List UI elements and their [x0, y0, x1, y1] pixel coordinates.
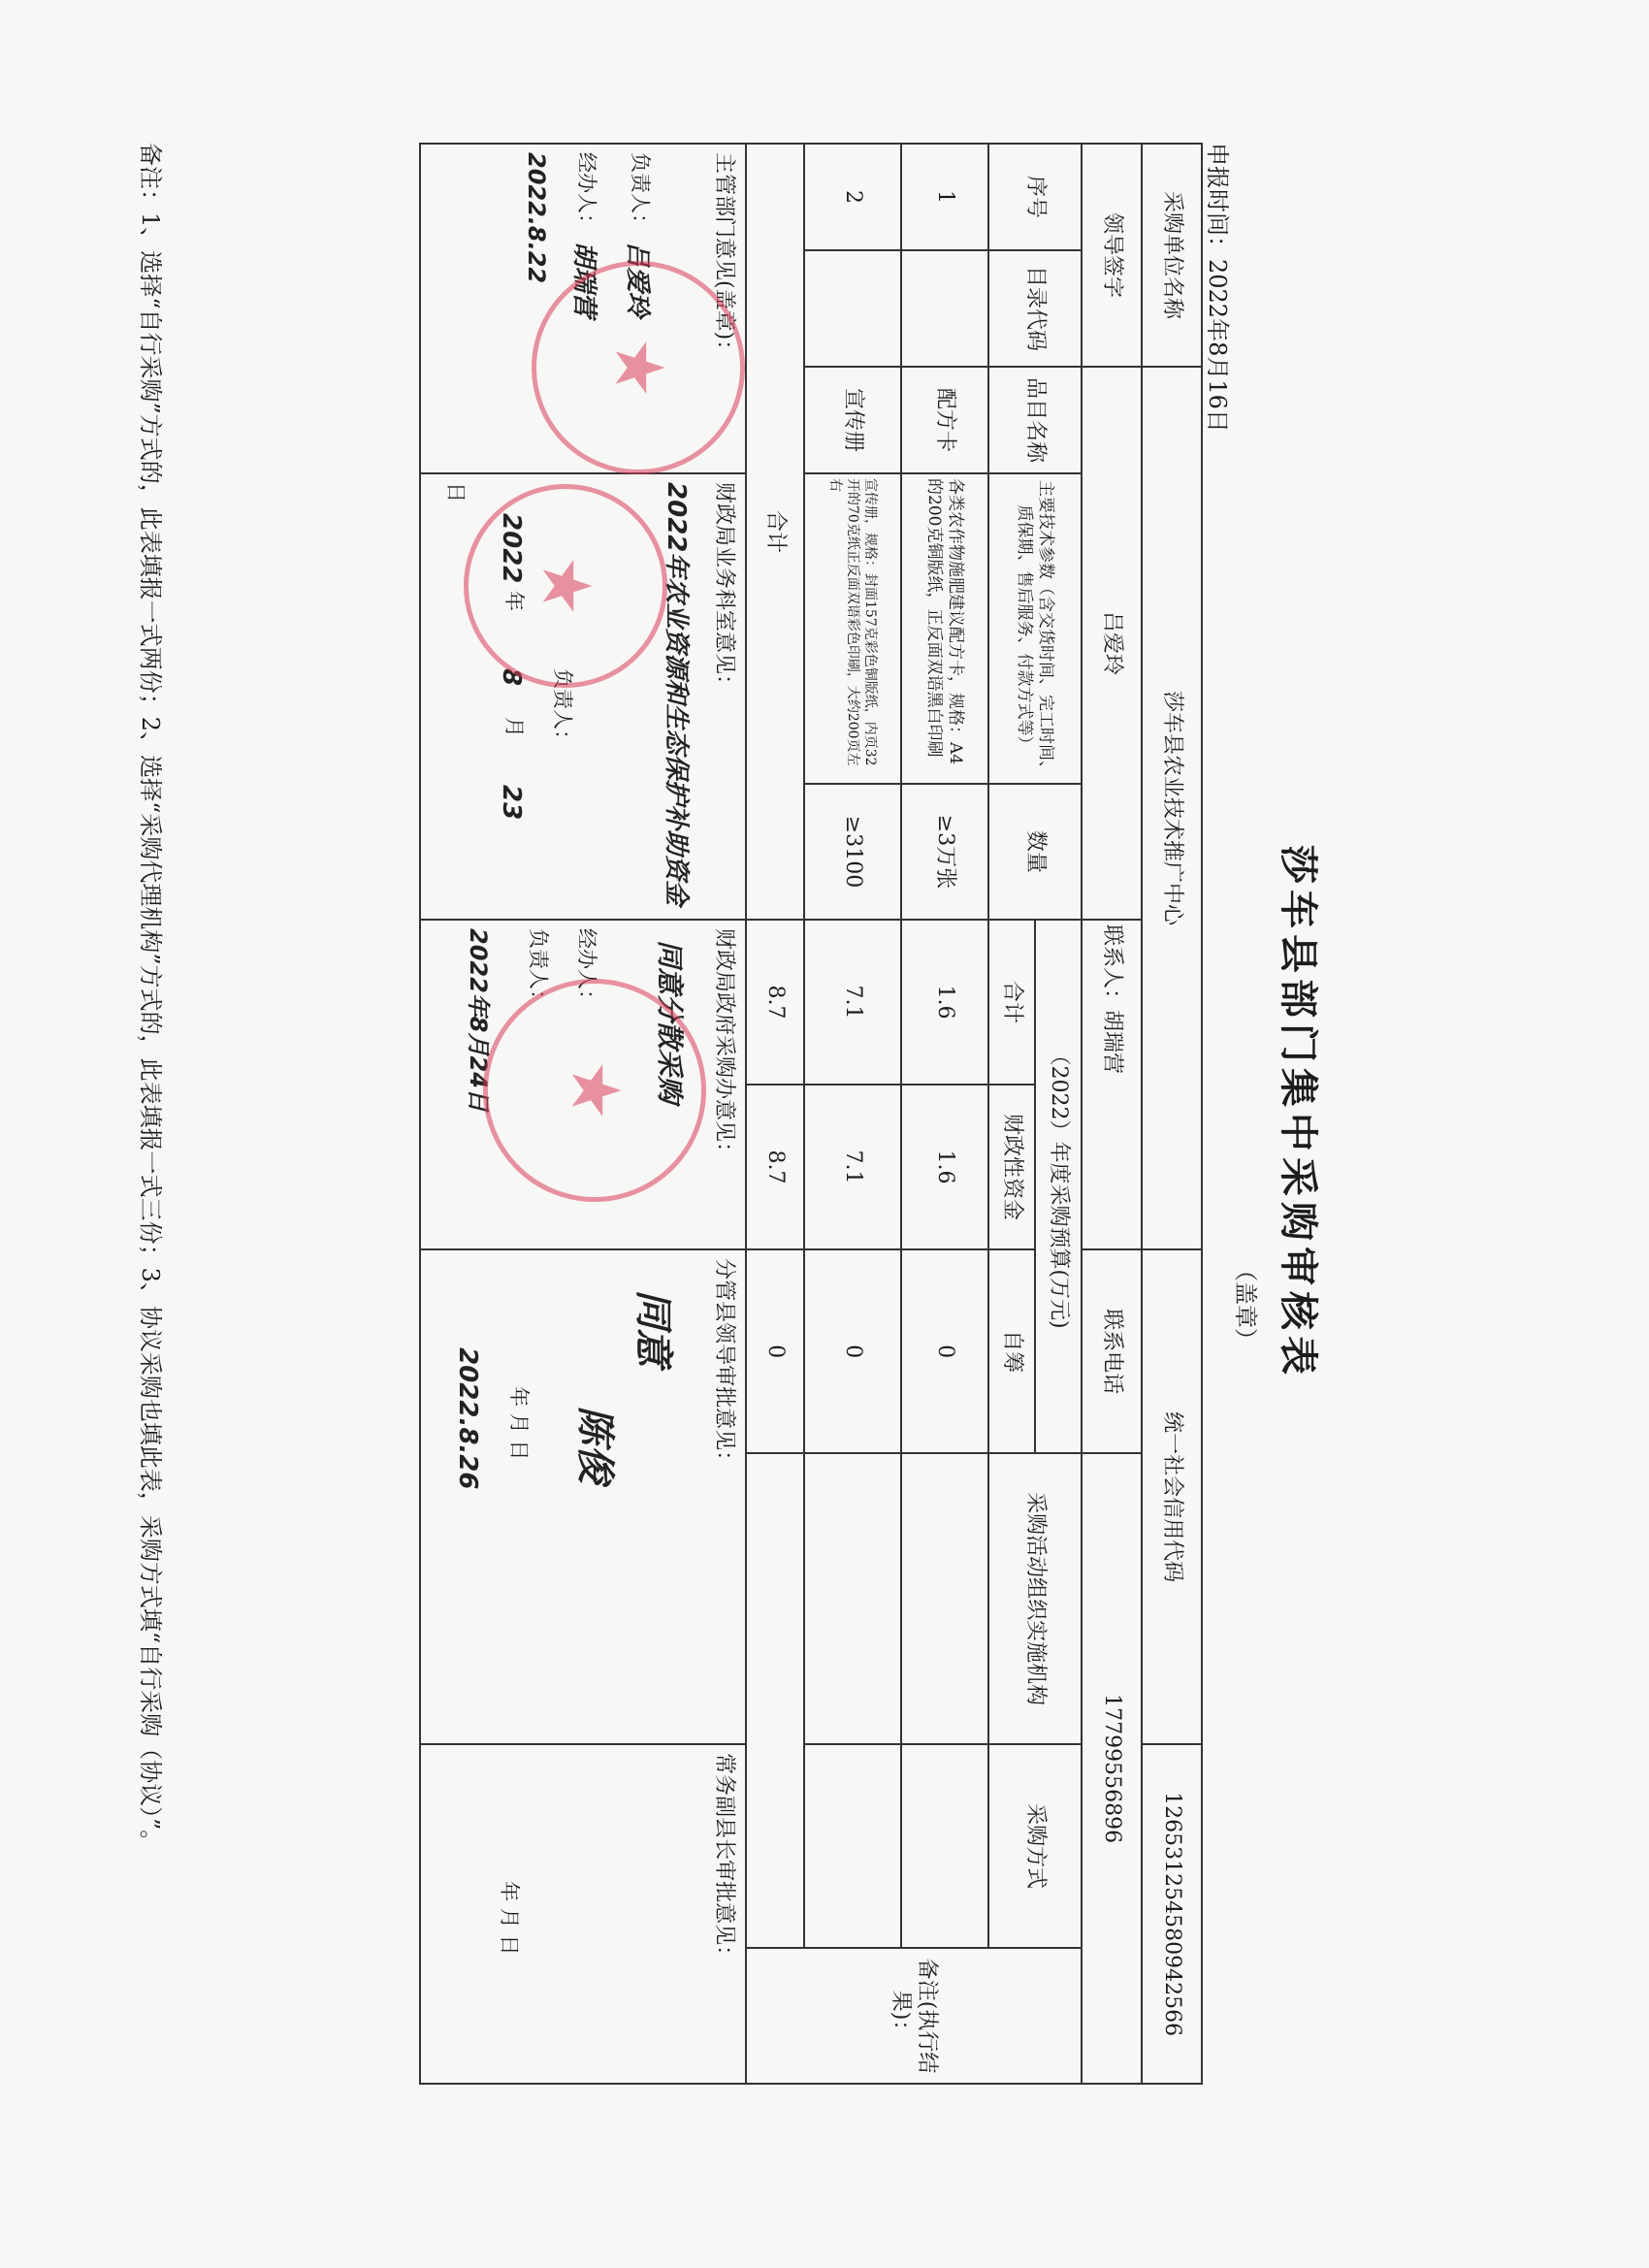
sum-label: 合计 — [746, 144, 804, 920]
vice-ymd: 年 月 日 — [498, 1881, 521, 1956]
biz-month-label: 月 — [502, 717, 526, 738]
row-total: 7.1 — [804, 920, 901, 1085]
row-method — [804, 1744, 901, 1948]
row-params: 各类农作物施肥建议配方卡，规格：A4的200克铜版纸，正反面双语黑白印刷 — [901, 473, 988, 784]
unit-name-label: 采购单位名称 — [1142, 144, 1202, 367]
row-qty: ≥3100 — [804, 784, 901, 920]
dept-handler-signature: 胡瑞营 — [569, 242, 598, 318]
row-method — [901, 1744, 988, 1948]
biz-month: 8 — [497, 668, 526, 687]
dept-lead-label: 负责人： — [629, 152, 652, 234]
leader-signature: 同意 — [630, 1289, 675, 1368]
col-budget-total: 合计 — [988, 920, 1035, 1085]
biz-lead-label: 负责人： — [551, 668, 574, 751]
vice-opinion-label: 常务副县长审批意见： — [712, 1753, 736, 1967]
sum-row — [746, 144, 804, 2084]
col-org: 采购活动组织实施机构 — [988, 1453, 1082, 1744]
credit-code-label: 统一社会信用代码 — [1142, 1249, 1202, 1744]
unit-name-value: 莎车县农业技术推广中心 — [1142, 367, 1202, 1249]
leader-opinion — [420, 1249, 746, 1744]
form-title: 莎车县部门集中采购审核表 — [1276, 845, 1321, 1380]
row-total: 1.6 — [901, 920, 988, 1085]
leader-signature-name: 陈俊 — [572, 1406, 617, 1484]
stamp-note: （盖章） — [1232, 1258, 1259, 1351]
row-self: 0 — [901, 1249, 988, 1453]
dept-lead-signature: 吕爱玲 — [623, 242, 652, 318]
report-date: 申报时间：2022年8月16日 — [1204, 143, 1231, 433]
footnotes: 备注：1、选择“自行采购”方式的，此表填报一式两份；2、选择“采购代理机构”方式的，此表填报一式三份；3、协议采购也填此表，采购方式填“自行采购（协议）”。 — [137, 143, 164, 1854]
biz-opinion — [420, 473, 746, 920]
credit-code-value: 12653125458094256​6 — [1142, 1744, 1202, 2084]
proc-opinion — [420, 920, 746, 1249]
row-qty: ≥3万张 — [901, 784, 988, 920]
proc-lead-label: 负责人： — [527, 928, 550, 1011]
contact-person: 联系人：胡瑞营 — [1082, 920, 1142, 1249]
biz-opinion-text: 2022年农业资源和生态保护补助资金 — [662, 482, 691, 906]
row-code — [804, 250, 901, 367]
col-code: 目录代码 — [988, 250, 1082, 367]
row-name: 宣传册 — [804, 367, 901, 473]
row-fiscal: 1.6 — [901, 1085, 988, 1249]
table-row — [901, 144, 988, 2084]
biz-day-label: 日 — [444, 482, 468, 503]
leader-date: 2022.8.26 — [453, 1347, 482, 1490]
sum-fiscal: 8.7 — [746, 1085, 804, 1249]
sum-empty — [746, 1453, 804, 1948]
col-params: 主要技术参数（含交货时间、完工时间、质保期、售后服务、付款方式等） — [988, 473, 1082, 784]
proc-date: 2022年8月24日 — [465, 928, 492, 1112]
seal-star-icon: ★ — [555, 1059, 635, 1121]
dept-seal — [532, 261, 745, 474]
leader-opinion-label: 分管县领导审批意见： — [712, 1258, 736, 1473]
dept-handler-label: 经办人： — [575, 152, 598, 234]
row-org — [804, 1453, 901, 1744]
col-method: 采购方式 — [988, 1744, 1082, 1948]
row-org — [901, 1453, 988, 1744]
dept-opinion-label: 主管部门意见(盖章)： — [712, 152, 736, 362]
dept-opinion — [420, 144, 746, 473]
proc-seal — [483, 979, 706, 1202]
row-name: 配方卡 — [901, 367, 988, 473]
leader-sign-value: 吕爱玲 — [1082, 367, 1142, 920]
proc-opinion-label: 财政局政府采购办意见： — [712, 928, 736, 1164]
proc-opinion-text: 同意分散采购 — [654, 940, 686, 1104]
phone-label: 联系电话 — [1082, 1249, 1142, 1453]
row-seq: 1 — [901, 144, 988, 250]
col-budget-fiscal: 财政性资金 — [988, 1085, 1035, 1249]
col-budget-self: 自筹 — [988, 1249, 1035, 1453]
biz-day: 23 — [497, 785, 526, 821]
biz-year-label: 年 — [502, 591, 526, 612]
sum-total: 8.7 — [746, 920, 804, 1085]
leader-sign-label: 领导签字 — [1082, 144, 1142, 367]
review-table — [419, 143, 1203, 2085]
col-remark: 备注(执行结果)： — [746, 1948, 1082, 2084]
table-row — [804, 144, 901, 2084]
row-params: 宣传册，规格：封面157克彩色铜版纸，内页32开的70克纸正反面双语彩色印刷，大约200页左右 — [804, 473, 901, 784]
seal-star-icon: ★ — [526, 555, 606, 617]
col-name: 品目名称 — [988, 367, 1082, 473]
row-seq: 2 — [804, 144, 901, 250]
col-qty: 数量 — [988, 784, 1082, 920]
row-code — [901, 250, 988, 367]
col-seq: 序号 — [988, 144, 1082, 250]
seal-star-icon: ★ — [598, 337, 679, 399]
biz-opinion-label: 财政局业务科室意见： — [712, 482, 736, 697]
vice-opinion — [420, 1744, 746, 2084]
dept-date: 2022.8.22 — [523, 152, 550, 284]
row-self: 0 — [804, 1249, 901, 1453]
biz-seal — [464, 484, 667, 688]
col-budget: （2022）年度采购预算(万元) — [1035, 920, 1082, 1453]
leader-ymd: 年 月 日 — [507, 1386, 531, 1461]
sum-self: 0 — [746, 1249, 804, 1453]
biz-year: 2022 — [497, 513, 526, 584]
phone-value: 17799556896 — [1082, 1453, 1142, 2084]
proc-handler-label: 经办人： — [575, 928, 598, 1011]
rotated-form — [10, 113, 1321, 2112]
row-fiscal: 7.1 — [804, 1085, 901, 1249]
